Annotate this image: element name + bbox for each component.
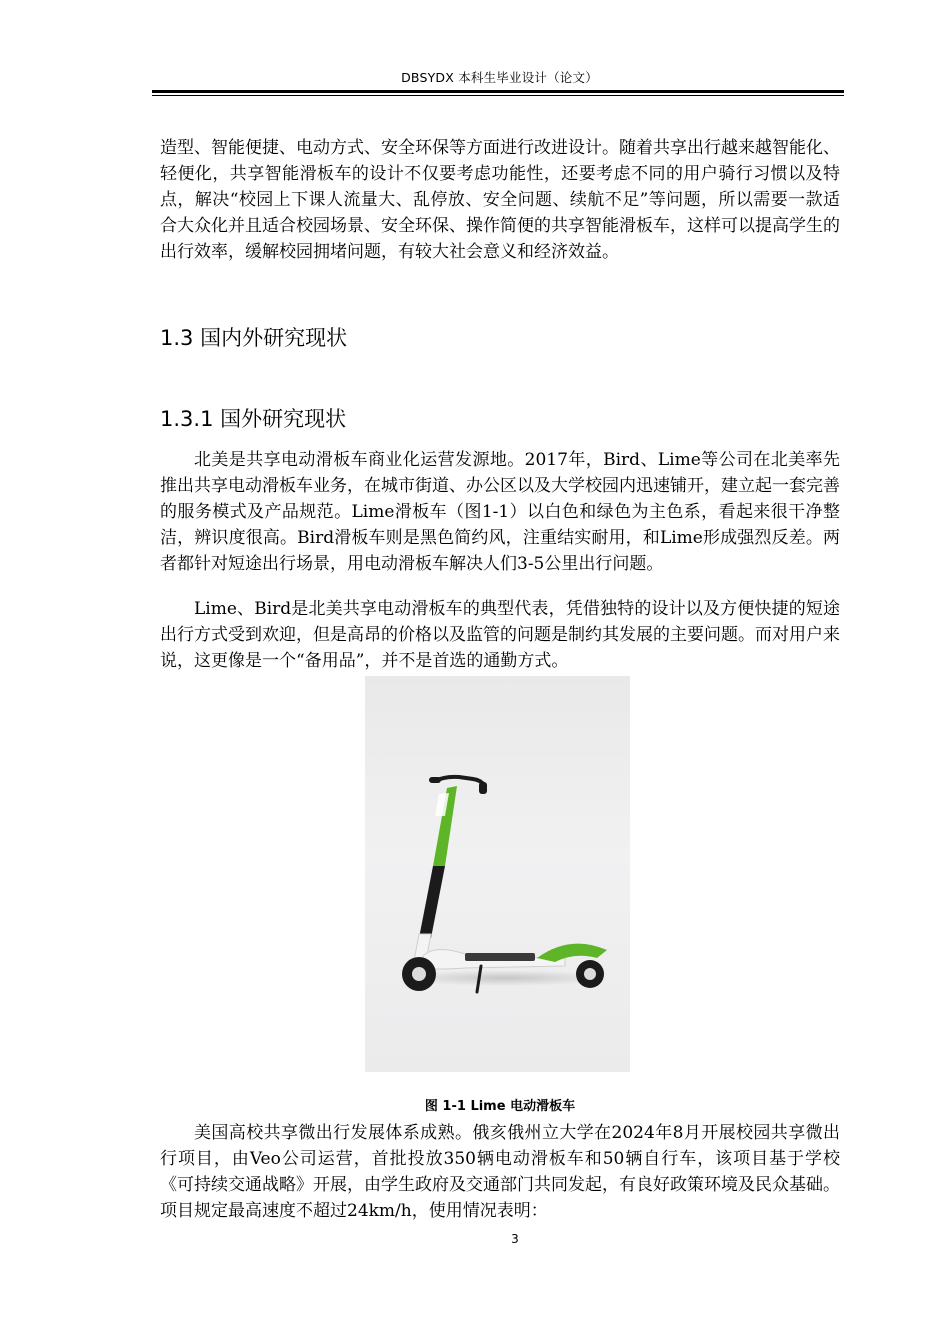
running-header: DBSYDX 本科生毕业设计（论文） xyxy=(401,70,598,85)
stem-black-section xyxy=(419,866,445,938)
body-paragraph-2: Lime、Bird是北美共享电动滑板车的典型代表，凭借独特的设计以及方便快捷的短途出行方式受到欢迎，但是高昂的价格以及监管的问题是制约其发展的主要问题。而对用户来说，这更像是一个“备用品”，并不是首选的通勤方式。 xyxy=(160,599,840,671)
right-grip xyxy=(479,782,487,794)
body-paragraph-3: 美国高校共享微出行发展体系成熟。俄亥俄州立大学在2024年8月开展校园共享微出行项目，由Veo公司运营，首批投放350辆电动滑板车和50辆自行车，该项目基于学校《可持续交通战略》开展，由学生政府及交通部门共同发起，有良好政策环境及民众基础。项目规定最高速度不超过24km/h，使用情况表明： xyxy=(160,1123,840,1221)
kickstand xyxy=(477,966,481,992)
section-heading: 1.3 国内外研究现状 xyxy=(160,326,348,350)
intro-paragraph: 造型、智能便捷、电动方式、安全环保等方面进行改进设计。随着共享出行越来越智能化、轻便化，共享智能滑板车的设计不仅要考虑功能性，还要考虑不同的用户骑行习惯以及特点，解决“校园上下课人流量大、乱停放、安全问题、续航不足”等问题，所以需要一款适合大众化并且适合校园场景、安全环保、操作简便的共享智能滑板车，这样可以提高学生的出行效率，缓解校园拥堵问题，有较大社会意义和经济效益。 xyxy=(160,138,840,262)
lime-scooter-photo xyxy=(365,676,630,1072)
front-hub xyxy=(412,967,426,981)
left-grip xyxy=(429,777,441,783)
body-paragraph-1: 北美是共享电动滑板车商业化运营发源地。2017年，Bird、Lime等公司在北美率先推出共享电动滑板车业务，在城市街道、办公区以及大学校园内迅速铺开，建立起一套完善的服务模式及产品规范。Lime滑板车（图1-1）以白色和绿色为主色系，看起来很干净整洁，辨识度很高。Bird滑板车则是黑色简约风，注重结实耐用，和Lime形成强烈反差。两者都针对短途出行场景，用电动滑板车解决人们3-5公里出行问题。 xyxy=(160,450,840,574)
header-rule-thin xyxy=(152,95,844,96)
rear-fender xyxy=(537,944,607,962)
subsection-heading: 1.3.1 国外研究现状 xyxy=(160,407,347,431)
header-rule-thick xyxy=(152,90,844,93)
figure-lime-scooter xyxy=(365,676,630,1072)
deck-grip-tape xyxy=(465,953,535,961)
page-number: 3 xyxy=(511,1232,519,1246)
handlebar xyxy=(435,777,485,786)
figure-caption: 图 1-1 Lime 电动滑板车 xyxy=(424,1099,576,1114)
rear-hub xyxy=(584,968,596,980)
